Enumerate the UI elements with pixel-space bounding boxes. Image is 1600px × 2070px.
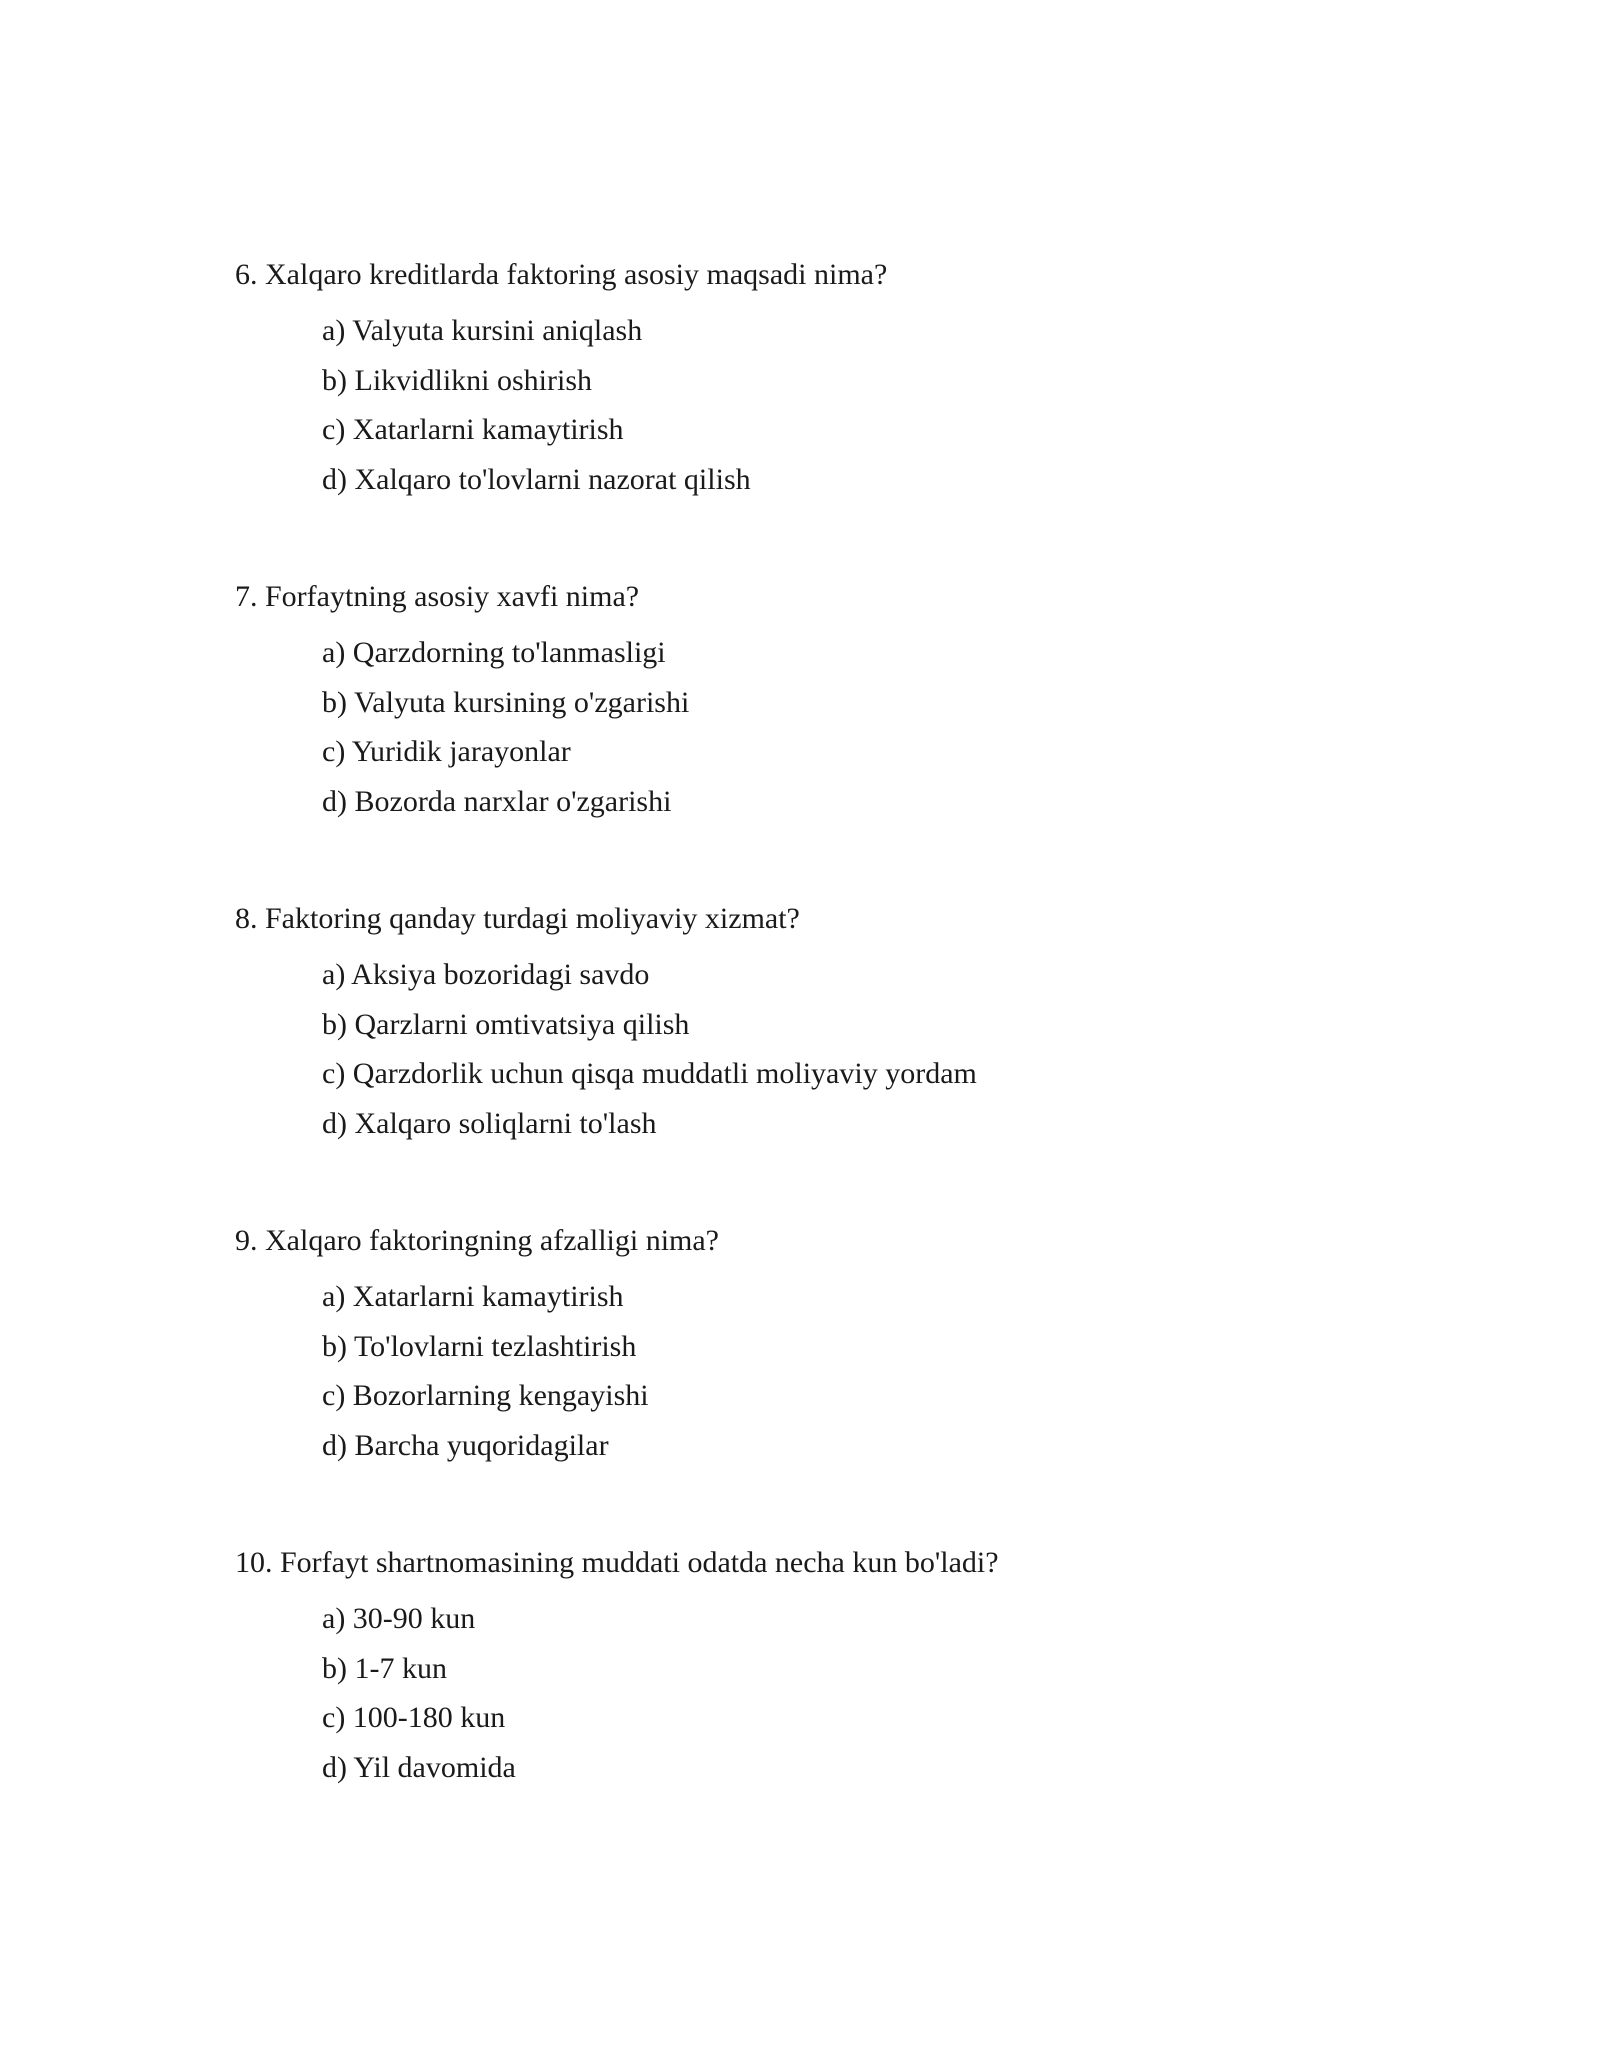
option-b: b) 1-7 kun xyxy=(322,1651,447,1685)
question-7 xyxy=(235,577,1435,831)
option-c: c) Xatarlarni kamaytirish xyxy=(322,413,624,446)
answer-options xyxy=(322,1599,1435,1797)
option-a: a) Aksiya bozoridagi savdo xyxy=(322,958,650,991)
option-b: b) Likvidlikni oshirish xyxy=(322,363,592,397)
question-8 xyxy=(235,899,1435,1153)
question-text: 6. Xalqaro kreditlarda faktoring asosiy maqsadi nima? xyxy=(235,258,888,291)
answer-options xyxy=(322,633,1435,831)
option-a: a) 30-90 kun xyxy=(322,1602,476,1635)
option-d: d) Xalqaro soliqlarni to'lash xyxy=(322,1106,657,1140)
answer-options xyxy=(322,955,1435,1153)
question-6 xyxy=(235,255,1435,509)
question-text: 10. Forfayt shartnomasining muddati odatda necha kun bo'ladi? xyxy=(235,1546,999,1579)
option-c: c) Qarzdorlik uchun qisqa muddatli moliyaviy yordam xyxy=(322,1057,977,1090)
answer-options xyxy=(322,1277,1435,1475)
question-10 xyxy=(235,1543,1435,1797)
question-9 xyxy=(235,1221,1435,1475)
option-b: b) Valyuta kursining o'zgarishi xyxy=(322,685,690,719)
option-b: b) Qarzlarni omtivatsiya qilish xyxy=(322,1007,690,1041)
option-b: b) To'lovlarni tezlashtirish xyxy=(322,1329,637,1363)
option-a: a) Qarzdorning to'lanmasligi xyxy=(322,636,666,669)
option-d: d) Bozorda narxlar o'zgarishi xyxy=(322,784,672,818)
option-d: d) Barcha yuqoridagilar xyxy=(322,1428,609,1462)
option-c: c) Yuridik jarayonlar xyxy=(322,735,571,768)
option-a: a) Valyuta kursini aniqlash xyxy=(322,314,643,347)
option-c: c) Bozorlarning kengayishi xyxy=(322,1379,649,1412)
option-d: d) Xalqaro to'lovlarni nazorat qilish xyxy=(322,462,751,496)
option-a: a) Xatarlarni kamaytirish xyxy=(322,1280,624,1313)
question-text: 7. Forfaytning asosiy xavfi nima? xyxy=(235,580,640,613)
question-text: 8. Faktoring qanday turdagi moliyaviy xizmat? xyxy=(235,902,800,935)
answer-options xyxy=(322,311,1435,509)
question-text: 9. Xalqaro faktoringning afzalligi nima? xyxy=(235,1224,719,1257)
option-d: d) Yil davomida xyxy=(322,1750,516,1784)
option-c: c) 100-180 kun xyxy=(322,1701,506,1734)
